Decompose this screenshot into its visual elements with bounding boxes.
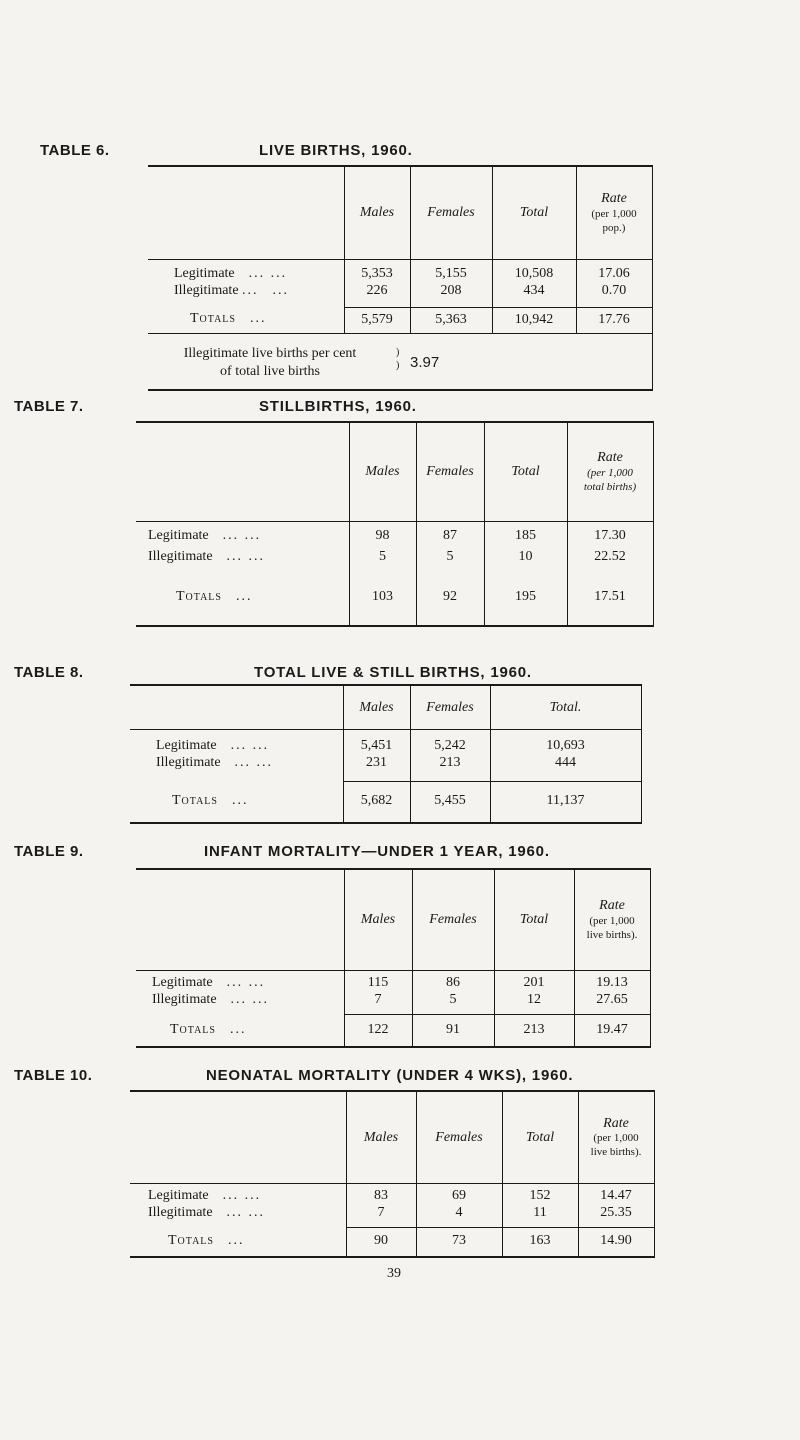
row-label: Illegitimate: [148, 548, 213, 564]
leader-dots: ... ...: [230, 738, 270, 754]
totals-row: [136, 1014, 650, 1047]
row-label: Legitimate: [156, 738, 217, 754]
header-total: Total: [502, 1091, 578, 1183]
cell-males: 5,579: [344, 307, 410, 333]
leader-dots: ...: [242, 283, 259, 298]
cell-females: 5,363: [410, 307, 492, 333]
cell-males: 7: [346, 1205, 416, 1227]
cell-females: 69: [416, 1183, 502, 1205]
leader-dots: ... ...: [222, 528, 262, 544]
header-total: Total: [492, 166, 576, 259]
leader-dots: ... ...: [248, 266, 288, 282]
table-row: [130, 755, 641, 781]
cell-total: 11,137: [490, 781, 641, 823]
cell-rate: 19.13: [574, 970, 650, 992]
cell-females: 73: [416, 1227, 502, 1257]
cell-males: 98: [349, 521, 416, 545]
cell-males: 103: [349, 569, 416, 626]
note-value: 3.97: [410, 354, 440, 371]
table-row: [148, 259, 652, 283]
header-males: Males: [349, 422, 416, 521]
table-row: [148, 283, 652, 307]
row-label: Illegitimate: [152, 992, 217, 1007]
totals-row: [130, 781, 641, 823]
table-row: [136, 992, 650, 1014]
row-label: Totals: [172, 793, 218, 809]
cell-females: 5: [416, 545, 484, 569]
row-label: Legitimate: [152, 975, 213, 991]
leader-dots: ...: [231, 793, 249, 809]
cell-total: 12: [494, 992, 574, 1014]
cell-males: 5,451: [343, 729, 410, 755]
row-label: Illegitimate: [156, 755, 221, 770]
header-females: Females: [416, 1091, 502, 1183]
table-7: [136, 421, 654, 627]
cell-total: 201: [494, 970, 574, 992]
cell-total: 10,508: [492, 259, 576, 283]
cell-rate: 17.06: [576, 259, 652, 283]
cell-total: 163: [502, 1227, 578, 1257]
cell-males: 231: [343, 755, 410, 781]
cell-males: 5: [349, 545, 416, 569]
row-label: Totals: [176, 588, 222, 604]
table-row: [130, 1205, 654, 1227]
leader-dots: ...: [249, 311, 267, 327]
cell-rate: 27.65: [574, 992, 650, 1014]
totals-row: [148, 307, 652, 333]
cell-females: 87: [416, 521, 484, 545]
header-males: Males: [344, 166, 410, 259]
cell-total: 195: [484, 569, 567, 626]
table-7-number: TABLE 7.: [14, 398, 84, 415]
cell-females: 5,242: [410, 729, 490, 755]
brace: ) ): [396, 347, 400, 371]
table-8-number: TABLE 8.: [14, 664, 84, 681]
cell-total: 213: [494, 1014, 574, 1047]
header-blank: [130, 1091, 346, 1183]
leader-dots: ... ...: [222, 1188, 262, 1204]
header-blank: [136, 869, 344, 970]
row-label: Legitimate: [148, 528, 209, 544]
header-females: Females: [412, 869, 494, 970]
cell-total: 10,942: [492, 307, 576, 333]
leader-dots: ... ...: [230, 992, 270, 1007]
cell-rate: 0.70: [576, 283, 652, 307]
header-rate: Rate (per 1,000 live births).: [574, 869, 650, 970]
table-row: [136, 545, 653, 569]
table-row: [130, 1183, 654, 1205]
cell-males: 90: [346, 1227, 416, 1257]
cell-males: 5,353: [344, 259, 410, 283]
row-label: Legitimate: [148, 1188, 209, 1204]
table-9-number: TABLE 9.: [14, 843, 84, 860]
row-label: Totals: [168, 1233, 214, 1249]
cell-males: 115: [344, 970, 412, 992]
cell-males: 83: [346, 1183, 416, 1205]
table-row: [130, 729, 641, 755]
cell-rate: 17.30: [567, 521, 653, 545]
totals-row: [136, 569, 653, 626]
table-7-caption: STILLBIRTHS, 1960.: [259, 398, 417, 415]
cell-males: 226: [344, 283, 410, 307]
cell-females: 213: [410, 755, 490, 781]
cell-total: 152: [502, 1183, 578, 1205]
header-total: Total: [494, 869, 574, 970]
cell-rate: 22.52: [567, 545, 653, 569]
header-females: Females: [410, 166, 492, 259]
table-9: [136, 868, 651, 1048]
header-females: Females: [416, 422, 484, 521]
cell-total: 10: [484, 545, 567, 569]
cell-females: 5,155: [410, 259, 492, 283]
table-10: [130, 1090, 655, 1258]
header-males: Males: [343, 685, 410, 729]
cell-rate: 14.47: [578, 1183, 654, 1205]
totals-row: [130, 1227, 654, 1257]
table-8-caption: TOTAL LIVE & STILL BIRTHS, 1960.: [254, 664, 532, 681]
cell-rate: 17.76: [576, 307, 652, 333]
cell-total: 10,693: [490, 729, 641, 755]
header-females: Females: [410, 685, 490, 729]
header-blank: [130, 685, 343, 729]
table-row: [136, 521, 653, 545]
cell-females: 4: [416, 1205, 502, 1227]
leader-dots: ... ...: [226, 548, 266, 564]
leader-dots: ... ...: [226, 1205, 266, 1220]
header-males: Males: [344, 869, 412, 970]
table-8: [130, 684, 642, 824]
row-label: Totals: [170, 1021, 216, 1037]
leader-dots: ...: [235, 588, 253, 604]
cell-males: 7: [344, 992, 412, 1014]
row-label: Totals: [190, 311, 236, 327]
row-label: Illegitimate: [148, 1205, 213, 1220]
cell-total: 11: [502, 1205, 578, 1227]
cell-rate: 17.51: [567, 569, 653, 626]
cell-rate: 25.35: [578, 1205, 654, 1227]
leader-dots: ... ...: [226, 975, 266, 991]
cell-males: 122: [344, 1014, 412, 1047]
leader-dots: ... ...: [234, 755, 274, 770]
header-total: Total.: [490, 685, 641, 729]
table-10-caption: NEONATAL MORTALITY (UNDER 4 WKS), 1960.: [206, 1067, 574, 1084]
header-total: Total: [484, 422, 567, 521]
leader-dots: ...: [272, 283, 290, 298]
cell-total: 444: [490, 755, 641, 781]
cell-females: 208: [410, 283, 492, 307]
leader-dots: ...: [229, 1021, 247, 1037]
header-blank: [136, 422, 349, 521]
table-row: [136, 970, 650, 992]
table-6-caption: LIVE BIRTHS, 1960.: [259, 142, 413, 159]
cell-females: 5: [412, 992, 494, 1014]
note-text: Illegitimate live births per cent of total live births: [183, 346, 357, 379]
row-label: Legitimate: [174, 266, 235, 282]
cell-females: 86: [412, 970, 494, 992]
cell-rate: 14.90: [578, 1227, 654, 1257]
header-rate: Rate (per 1,000 live births).: [578, 1091, 654, 1183]
header-rate: Rate (per 1,000 total births): [567, 422, 653, 521]
table-9-caption: INFANT MORTALITY—UNDER 1 YEAR, 1960.: [204, 843, 550, 860]
table-6-number: TABLE 6.: [40, 142, 110, 159]
cell-females: 5,455: [410, 781, 490, 823]
cell-total: 185: [484, 521, 567, 545]
cell-females: 91: [412, 1014, 494, 1047]
header-blank: [148, 166, 344, 259]
cell-total: 434: [492, 283, 576, 307]
cell-females: 92: [416, 569, 484, 626]
header-rate: Rate (per 1,000 pop.): [576, 166, 652, 259]
row-label: Illegitimate: [174, 283, 239, 298]
page-number: 39: [387, 1266, 401, 1281]
table-10-number: TABLE 10.: [14, 1067, 93, 1084]
cell-males: 5,682: [343, 781, 410, 823]
leader-dots: ...: [227, 1233, 245, 1249]
header-males: Males: [346, 1091, 416, 1183]
cell-rate: 19.47: [574, 1014, 650, 1047]
